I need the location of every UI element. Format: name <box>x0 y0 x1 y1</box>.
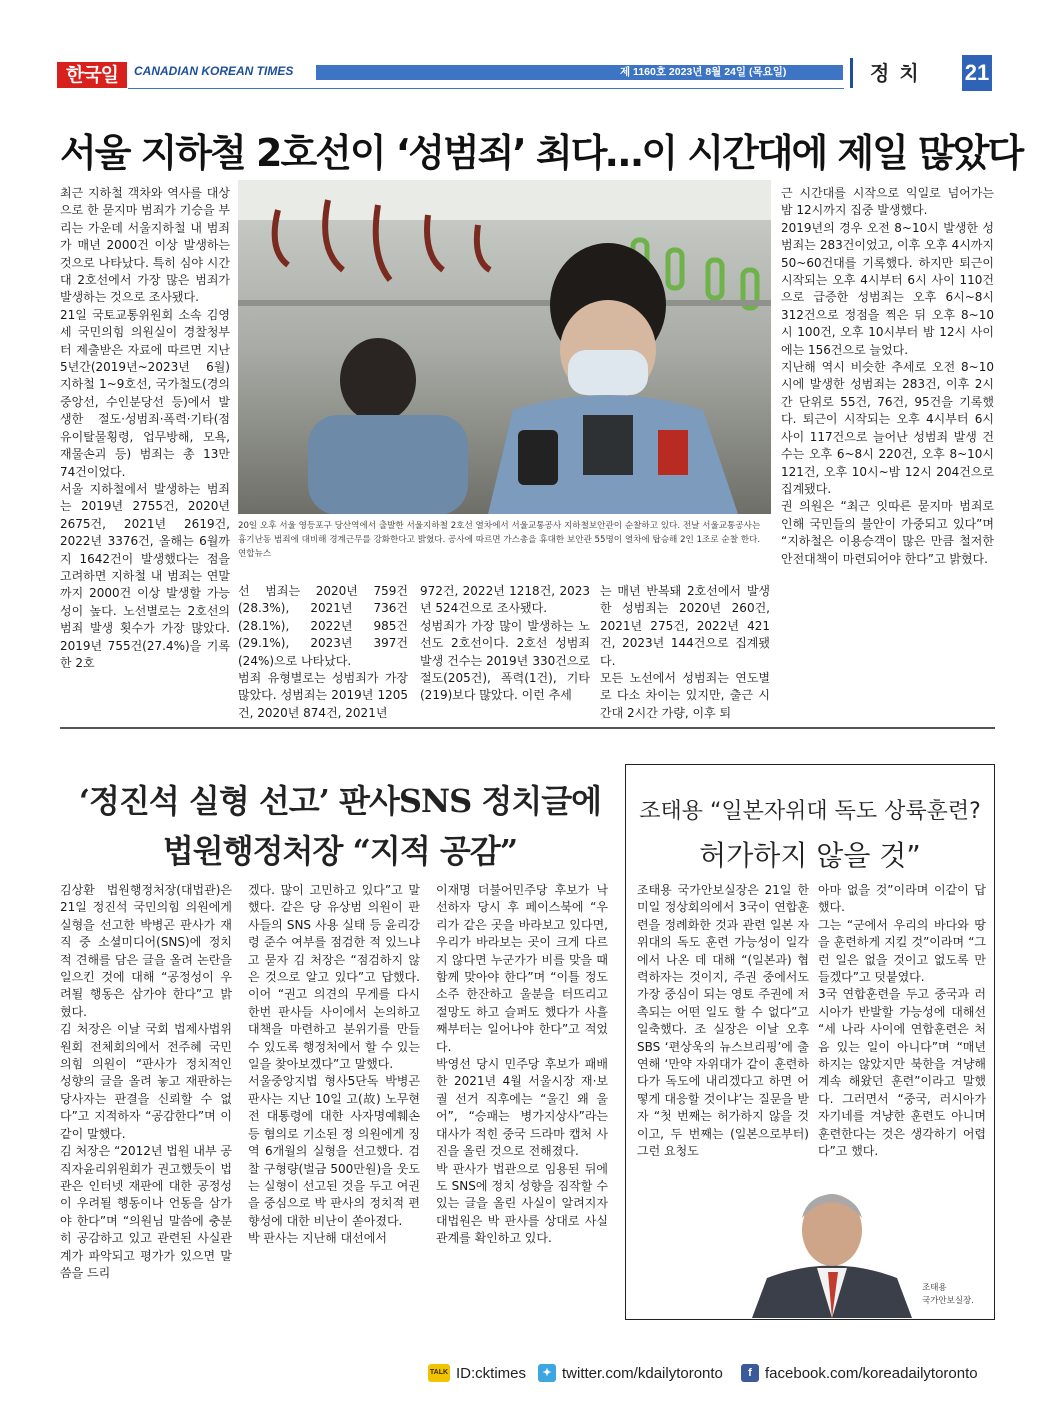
article2-col2 <box>248 882 420 1248</box>
article3-col1-text: 조태용 국가안보실장은 21일 한미일 정상회의에서 3국이 연합훈련을 정례화한 것과 관련 일본 자위대의 독도 훈련 가능성이 일각에서 나온 데 대해 “(일본과) 협력하자는 것이지, 주권 중에서도 가장 중심이 되는 영토 주권에 저촉되는 어떤 일도 할 수 없다”고 일축했다. 조 실장은 이날 오후 SBS ‘편상욱의 뉴스브리핑’에 출연해 ‘만약 자위대가 같이 훈련하다가 독도에 내리겠다고 하면 어떻게 대응할 것이냐’는 질문을 받자 “첫 번째는 허가하지 않을 것이고, 두 번째는 (일본으로부터) 그런 요청도 <box>637 883 809 1159</box>
kakao-id: ID:cktimes <box>456 1364 527 1382</box>
article2-col1 <box>60 882 232 1282</box>
article1-col1-text: 최근 지하철 객차와 역사를 대상으로 한 묻지마 범죄가 기승을 부리는 가운데 서울지하철 내 범죄가 매년 2000건 이상 발생하는 것으로 나타났다. 특히 심야 시간대 2호선에서 가장 많은 범죄가 발생하는 것으로 조사됐다. 21일 국토교통위원회 소속 김영세 국민의힘 의원실이 경찰청부터 제출받은 자료에 따르면 지난 5년간(2019년~2023년 6월) 지하철 1~9호선, 국가철도(경의중앙선, 수인분당선 등)에서 발생한 절도·성범죄·폭력·기타(점유이탈물횡령, 업무방해, 모욕, 재물손괴 등) 범죄는 총 13만 74건이었다. 서울 지하철에서 발생하는 범죄는 2019년 2755건, 2020년 2675건, 2021년 2619건, 2022년 3376건, 올해는 6월까지 1642건이 발생했다는 점을 고려하면 지하철 내 범죄는 연말까지 2000건 이상 발생할 가능성이 높다. 노선별로는 2호선의 범죄 발생 횟수가 가장 많았다. 2019년 755건(27.4%)을 기록한 2호 <box>60 186 230 670</box>
paper-name: CANADIAN KOREAN TIMES <box>134 64 294 78</box>
article1-col4 <box>600 583 770 722</box>
kakaotalk-icon: TALK <box>428 1364 450 1382</box>
article2-col3 <box>436 882 608 1248</box>
masthead-rule <box>128 88 844 89</box>
article1-col1 <box>60 185 230 672</box>
article1-col2 <box>238 583 408 722</box>
facebook-link[interactable] <box>741 1364 978 1382</box>
article3-col2 <box>818 882 986 1161</box>
article2-col1-text: 김상환 법원행정처장(대법관)은 21일 정진석 국민의힘 의원에게 실형을 선고한 박병곤 판사가 재직 중 소셜미디어(SNS)에 정치적 견해를 담은 글을 올려 논란을 일으킨 것에 대해 “공정성이 우려될 행동은 삼가야 한다”고 밝혔다. 김 처장은 이날 국회 법제사법위원회 전체회의에서 전주혜 국민의힘 의원이 “판사가 정치적인 성향의 글을 올려 놓고 재판하는 당사자는 판결을 신뢰할 수 없다”고 지적하자 “공감한다”며 이같이 말했다. 김 처장은 “2012년 법원 내부 공직자윤리위원회가 권고했듯이 법관은 인터넷 재판에 대한 공정성이 우려될 행동이나 언동을 삼가야 한다”며 “의원님 말씀에 충분히 공감하고 있고 관련된 사실관계가 파악되고 평가가 있으면 말씀을 드리 <box>60 883 232 1280</box>
article1-col2-text: 선 범죄는 2020년 759건(28.3%), 2021년 736건(28.1%), 2022년 985건(29.1%), 2023년 397건(24%)으로 나타났다. 범죄 유형별로는 성범죄가 가장 많았다. 성범죄는 2019년 1205건, 2020년 874건, 2021년 <box>238 584 408 720</box>
twitter-handle: twitter.com/kdailytoronto <box>562 1364 723 1382</box>
article2-headline-line1: ‘정진석 실형 선고’ 판사SNS 정치글에 <box>78 782 602 820</box>
article2-col2-text: 겠다. 많이 고민하고 있다”고 말했다. 같은 당 유상범 의원이 판사들의 SNS 사용 실태 등 윤리강령 준수 여부를 점검한 적 있느냐고 묻자 김 처장은 “점검하지 않은 것으로 알고 있다”고 답했다. 이어 “권고 의견의 무게를 다시 한번 판사들 사이에서 논의하고 대책을 마련하고 분위기를 만들 수 있도록 행정처에서 할 수 있는 일을 찾아보겠다”고 말했다. 서울중앙지법 형사5단독 박병곤 판사는 지난 10일 고(故) 노무현 전 대통령에 대한 사자명예훼손 등 혐의로 기소된 정 의원에게 징역 6개월의 실형을 선고했다. 검찰 구형량(벌금 500만원)을 웃도는 실형이 선고된 것을 두고 여권을 중심으로 박 판사의 정치적 편향성에 대한 비난이 쏟아졌다. 박 판사는 지난해 대선에서 <box>248 883 420 1246</box>
page-number: 21 <box>962 55 992 91</box>
issue-date: 제 1160호 2023년 8월 24일 (목요일) <box>620 66 787 78</box>
kakao-contact[interactable] <box>428 1364 526 1382</box>
article3-headline-line2: 허가하지 않을 것” <box>699 839 921 872</box>
facebook-icon: f <box>741 1364 759 1382</box>
article2-headline-line2: 법원행정처장 “지적 공감” <box>162 832 518 870</box>
twitter-icon: ✦ <box>538 1364 556 1382</box>
portrait-photo <box>742 1168 920 1318</box>
article1-col4-text: 는 매년 반복돼 2호선에서 발생한 성범죄는 2020년 260건, 2021년 275건, 2022년 421건, 2023년 144건으로 집계됐다. 모든 노선에서 성범죄는 연도별로 다소 차이는 있지만, 출근 시간대 2시간 가량, 이후 퇴 <box>600 584 770 720</box>
portrait-caption-name: 조태용 <box>922 1283 947 1293</box>
article3-headline-line1: 조태용 “일본자위대 독도 상륙훈련? <box>639 799 981 824</box>
photo-caption: 20일 오후 서울 영등포구 당산역에서 출발한 서울지하철 2호선 열차에서 서울교통공사 지하철보안관이 순찰하고 있다. 전날 서울교통공사는 흉기난동 범죄에 대비해 경계근무를 강화한다고 밝혔다. 공사에 따르면 가스총을 휴대한 보안관 55명이 열차에 탑승해 2인 1조로 순찰 한다. 연합뉴스 <box>238 521 761 559</box>
section-divider <box>60 727 995 729</box>
article2-col3-text: 이재명 더불어민주당 후보가 낙선하자 당시 후 페이스북에 “우리가 같은 곳을 바라보고 있다면, 우리가 바라보는 곳이 크게 다르지 않다면 누군가가 비를 맞을 때 함께 맞아야 한다”며 “이틀 정도 소주 한잔하고 울분을 터뜨리고 절망도 하고 슬퍼도 했다가 사흘째부터는 일어나야 한다”고 적었다. 박영선 당시 민주당 후보가 패배한 2021년 4월 서울시장 재·보궐 선거 직후에는 “울긴 왜 울어”, “승패는 병가지상사”라는 대사가 적힌 중국 드라마 캡처 사진을 올린 것으로 전해졌다. 박 판사가 법관으로 임용된 뒤에도 SNS에 정치 성향을 짐작할 수 있는 글을 올린 사실이 알려지자 대법원은 박 판사를 상대로 사실관계를 확인하고 있다. <box>436 883 608 1246</box>
article3-col2-text: 아마 없을 것”이라며 이같이 답했다. 그는 “군에서 우리의 바다와 땅을 훈련하게 지킬 것”이라며 “그런 일은 없을 것이고 없도록 만들겠다”고 덧붙였다. 3국 연합훈련을 두고 중국과 러시아가 반발할 가능성에 대해선 “세 나라 사이에 연합훈련은 처음 있는 일이 아니다”며 “매년 하지는 않았지만 북한을 겨냥해 계속 해왔던 훈련”이라고 말했다. 그러면서 “중국, 러시아가 자기네를 겨냥한 훈련도 아니며 훈련한다는 것은 생각하기 어렵다”고 했다. <box>818 883 986 1159</box>
portrait-illustration <box>742 1168 920 1318</box>
portrait-caption <box>922 1282 992 1308</box>
newspaper-logo: 한국일 <box>57 62 127 88</box>
article1-col3 <box>420 583 590 705</box>
article1-col5-text: 근 시간대를 시작으로 익일로 넘어가는 밤 12시까지 집중 발생했다. 2019년의 경우 오전 8~10시 발생한 성범죄는 283건이었고, 이후 오후 4시까지 50~60건대를 기록했다. 하지만 퇴근이 시작되는 오후 4시부터 6시 사이 110건으로 급증한 성범죄는 오후 6시~8시 312건으로 정점을 찍은 뒤 오후 8~10시 100건, 오후 10시부터 밤 12시 사이에는 156건으로 늘었다. 지난해 역시 비슷한 추세로 오전 8~10시에 발생한 성범죄는 283건, 이후 2시간 단위로 55건, 76건, 95건을 기록했다. 퇴근이 시작되는 오후 4시부터 6시 사이 117건으로 늘어난 성범죄 발생 건수는 오후 6~8시 220건, 오후 8~10시 121건, 오후 10시~밤 12시 204건으로 집계됐다. 권 의원은 “최근 잇따른 묻지마 범죄로 인해 국민들의 불안이 가중되고 있다”며 “지하철은 이용승객이 많은 만큼 철저한 안전대책이 마련되어야 한다”고 밝혔다. <box>781 186 994 566</box>
photo-illustration <box>238 180 771 514</box>
twitter-link[interactable] <box>538 1364 723 1382</box>
section-title: 정치 <box>870 61 929 85</box>
article1-col3-text: 972건, 2022년 1218건, 2023년 524건으로 조사됐다. 성범죄가 가장 많이 발생하는 노선도 2호선이다. 2호선 성범죄 발생 건수는 2019년 330건으로 절도(205건), 폭력(1건), 기타(219)보다 많았다. 이런 추세 <box>420 584 590 703</box>
article3-col1 <box>637 882 809 1161</box>
article1-headline: 서울 지하철 2호선이 ‘성범죄’ 최다…이 시간대에 제일 많았다 <box>60 131 1023 175</box>
portrait-caption-title: 국가안보실장. <box>922 1296 974 1306</box>
article1-col5 <box>781 185 994 568</box>
subway-patrol-photo <box>238 180 771 514</box>
masthead-divider <box>850 58 853 88</box>
facebook-handle: facebook.com/koreadailytoronto <box>765 1364 978 1382</box>
